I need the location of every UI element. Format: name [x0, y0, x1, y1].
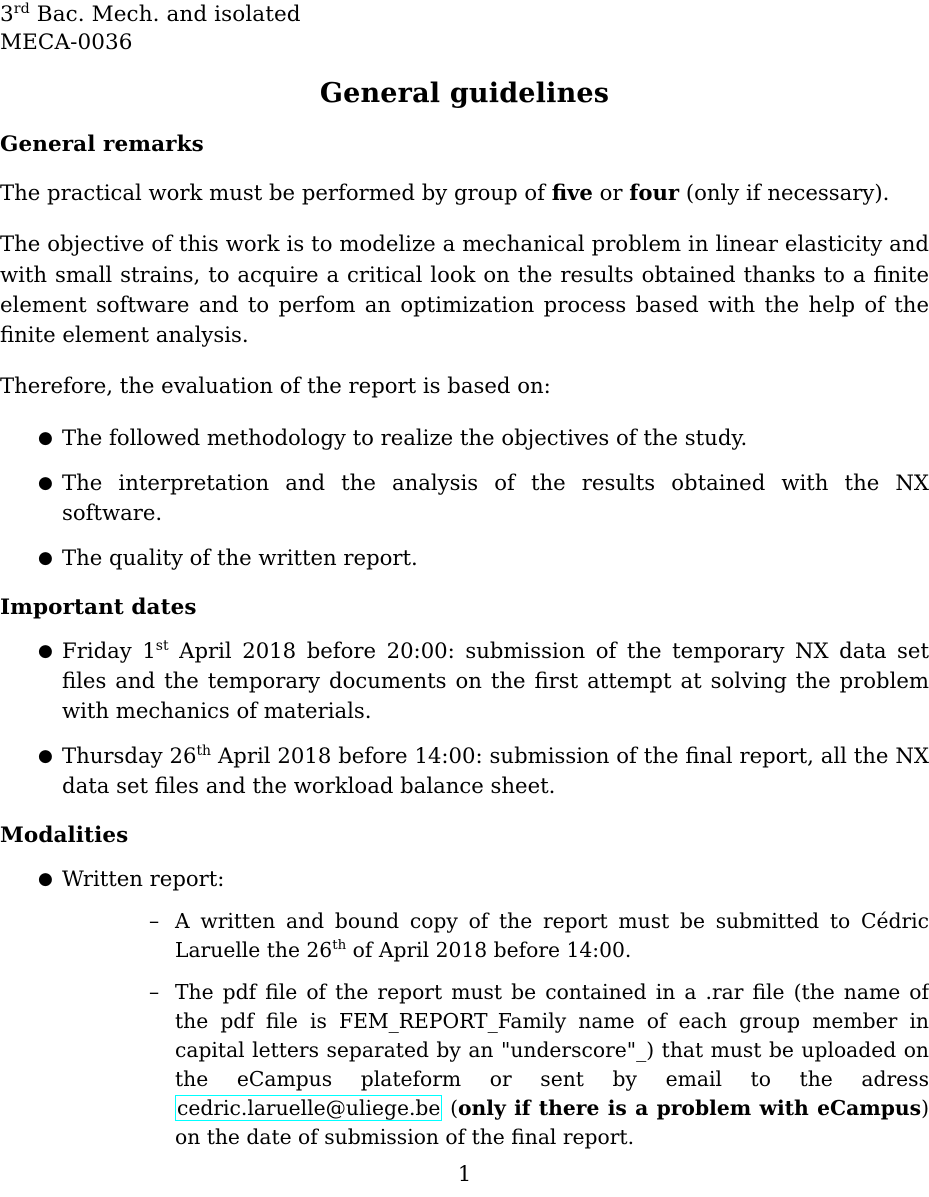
course-program-line [0, 0, 929, 29]
list-item-text: Friday 1 [62, 637, 156, 663]
list-item [0, 543, 929, 573]
list-item [0, 423, 929, 453]
bullet-icon: ● [38, 746, 53, 767]
bullet-icon: ● [38, 427, 53, 448]
modalities-sub-list [62, 907, 929, 1152]
course-program-rest: Bac. Mech. and isolated [29, 2, 301, 27]
list-item [62, 978, 929, 1152]
list-item [0, 468, 929, 528]
dash-icon: – [149, 979, 160, 1004]
list-item-text: April 2018 before 20:00: submission of the temporary NX data set files and the temporary documents on the first attempt at solving the problem with mechanics of materials. [62, 637, 929, 723]
bullet-icon: ● [38, 548, 53, 569]
emphasis-four: four [629, 180, 680, 205]
course-program-prefix: 3 [0, 2, 14, 27]
list-item-text: The followed methodology to realize the objectives of the study. [62, 424, 748, 450]
list-item-text: ) on the date of submission of the final report. [175, 1095, 929, 1149]
emphasis-ecampus-note: only if there is a problem with eCampus [458, 1095, 922, 1120]
dash-icon: – [149, 908, 160, 933]
section-heading-important-dates: Important dates [0, 594, 197, 620]
important-dates-bullet-list [0, 636, 929, 802]
list-item-text: Written report: [62, 865, 225, 891]
section-heading-modalities: Modalities [0, 822, 129, 848]
ordinal-suffix: th [196, 743, 212, 760]
modalities-bullet-list [0, 864, 929, 1152]
paragraph-text: or [592, 180, 630, 205]
paragraph-text: The practical work must be performed by group of [0, 180, 552, 205]
list-item-text: Thursday 26 [62, 743, 197, 769]
general-remarks-paragraph-3: Therefore, the evaluation of the report is based on: [0, 373, 551, 399]
list-item [0, 741, 929, 801]
general-remarks-paragraph-2: The objective of this work is to modelize a mechanical problem in linear elasticity and with small strains, to acquire a critical look on the results obtained thanks to a finite element software and to perfom an optimization process based with the help of the finite element analysis. [0, 231, 929, 347]
course-program-ordinal-suffix: rd [13, 0, 30, 17]
page-number: 1 [457, 1162, 472, 1186]
list-item [0, 864, 929, 1152]
list-item-text: The quality of the written report. [62, 545, 418, 571]
course-code: MECA-0036 [0, 30, 133, 55]
section-heading-general-remarks: General remarks [0, 132, 204, 157]
emphasis-five: five [551, 180, 593, 205]
ordinal-suffix: st [155, 637, 169, 654]
general-remarks-paragraph-1 [0, 178, 929, 208]
paragraph-text: (only if necessary). [679, 180, 890, 205]
bullet-icon: ● [38, 640, 53, 661]
list-item-text: A written and bound copy of the report must be submitted to Cédric Laruelle the 26 [175, 908, 929, 962]
ordinal-suffix: th [332, 938, 347, 954]
list-item-text: The interpretation and the analysis of the results obtained with the NX software. [62, 469, 929, 526]
bullet-icon: ● [38, 472, 53, 493]
list-item-text: The pdf file of the report must be contained in a .rar file (the name of the pdf file is FEM_REPORT_Family name of each group member in capital letters separated by an "underscore"_) that must be uploaded on the eCampus plateform or sent by email to the adress [175, 979, 929, 1091]
bullet-icon: ● [38, 868, 53, 889]
general-remarks-bullet-list [0, 423, 929, 574]
page-title: General guidelines [319, 78, 610, 109]
list-item-text: April 2018 before 14:00: submission of the final report, all the NX data set files and the workload balance sheet. [62, 743, 929, 799]
list-item-text: ( [442, 1095, 458, 1120]
list-item-text: of April 2018 before 14:00. [346, 937, 632, 962]
list-item [0, 636, 929, 727]
email-link[interactable]: cedric.laruelle@uliege.be [177, 1095, 441, 1120]
list-item [62, 907, 929, 965]
